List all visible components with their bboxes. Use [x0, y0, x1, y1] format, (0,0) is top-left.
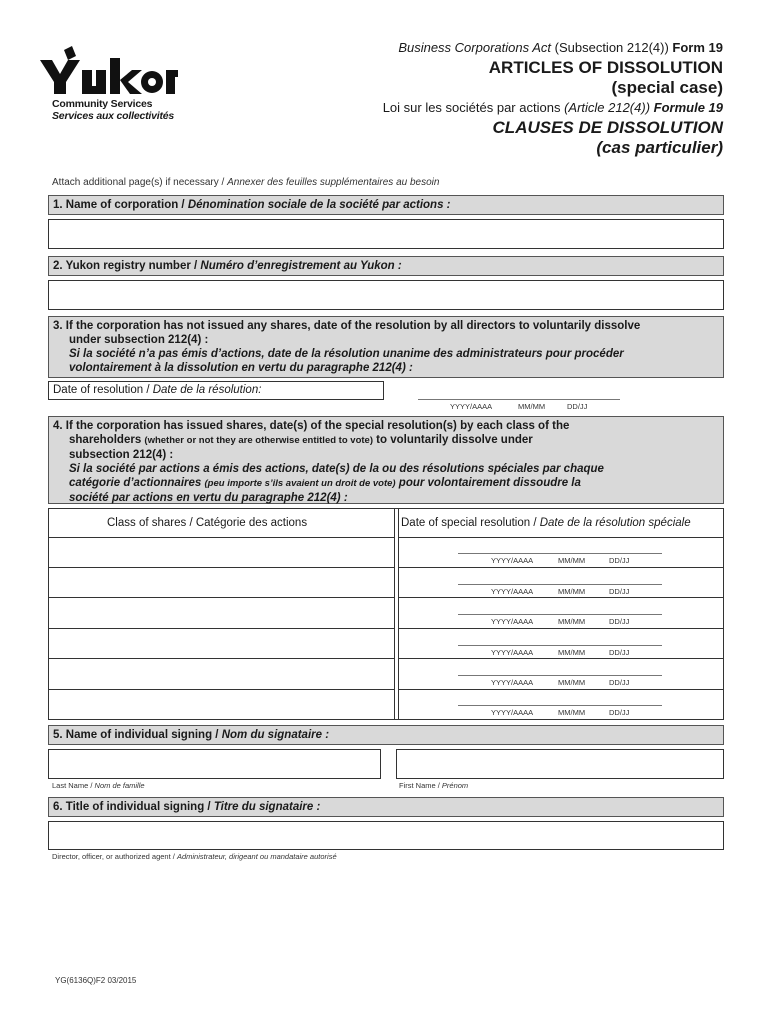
- section-5-header: 5. Name of individual signing / Nom du signataire :: [48, 725, 724, 745]
- section-2-header: 2. Yukon registry number / Numéro d’enregistrement au Yukon :: [48, 256, 724, 276]
- section-4-header: 4. If the corporation has issued shares, date(s) of the special resolution(s) by each class of the shareholders (whether or not they are otherwise entitled to vote) to voluntarily dissolve under subsection 212(4) : Si la société par actions a émis des actions, date(s) de la ou des résolutions spéciales par chaque catégorie d’actionnaires (peu importe s’ils avaient un droit de vote) pour volontairement dissoudre la société par actions en vertu du paragraphe 212(4) :: [48, 416, 724, 504]
- first-name-field[interactable]: [396, 749, 724, 779]
- share-class-cell[interactable]: [49, 538, 394, 567]
- special-resolution-date-cell[interactable]: YYYY/AAAA MM/MM DD/JJ: [458, 584, 662, 585]
- section-6-header: 6. Title of individual signing / Titre du signataire :: [48, 797, 724, 817]
- date-month-hint: MM/MM: [518, 402, 546, 411]
- section-3-header: 3. If the corporation has not issued any shares, date of the resolution by all directors to voluntarily dissolve under subsection 212(4) : Si la société n’a pas émis d’actions, date de la résolution unanime des administrateurs pour procéder volontairement à la dissolution en vertu du paragraphe 212(4) :: [48, 316, 724, 378]
- table-divider: [398, 509, 399, 719]
- date-year-hint: YYYY/AAAA: [450, 402, 493, 411]
- act-reference-fr: Loi sur les sociétés par actions (Article 212(4)) Formule 19: [382, 100, 723, 115]
- last-name-label: Last Name / Nom de famille: [52, 781, 145, 790]
- special-resolution-date-cell[interactable]: YYYY/AAAA MM/MM DD/JJ: [458, 675, 662, 676]
- share-class-table: [48, 508, 724, 720]
- yukon-wordmark-icon: [38, 46, 178, 96]
- special-resolution-date-cell[interactable]: YYYY/AAAA MM/MM DD/JJ: [458, 645, 662, 646]
- form-title-fr: CLAUSES DE DISSOLUTION (cas particulier): [492, 118, 723, 157]
- section-1-header: 1. Name of corporation / Dénomination sociale de la société par actions :: [48, 195, 724, 215]
- col-header-class: Class of shares / Catégorie des actions: [107, 517, 308, 529]
- share-class-cell[interactable]: [49, 690, 394, 719]
- share-class-cell[interactable]: [49, 659, 394, 689]
- share-class-cell[interactable]: [49, 598, 394, 628]
- act-reference-en: Business Corporations Act (Subsection 212(4)) Form 19: [398, 40, 723, 55]
- attach-note: Attach additional page(s) if necessary / Annexer des feuilles supplémentaires au besoin: [52, 177, 440, 188]
- title-hint: Director, officer, or authorized agent / Administrateur, dirigeant ou mandataire autorisé: [52, 852, 337, 861]
- row-divider: [398, 597, 723, 598]
- logo-dept-fr: Services aux collectivités: [52, 110, 175, 122]
- form-title-en: ARTICLES OF DISSOLUTION (special case): [488, 58, 723, 97]
- date-of-resolution-label: Date of resolution / Date de la résolution:: [48, 381, 384, 400]
- special-resolution-date-cell[interactable]: YYYY/AAAA MM/MM DD/JJ: [458, 614, 662, 615]
- date-day-hint: DD/JJ: [567, 402, 588, 411]
- col-header-date: Date of special resolution / Date de la résolution spéciale: [401, 517, 691, 529]
- first-name-label: First Name / Prénom: [399, 781, 469, 790]
- yukon-logo: [38, 46, 178, 126]
- row-divider: [398, 537, 723, 538]
- row-divider: [398, 567, 723, 568]
- table-divider: [394, 509, 395, 719]
- special-resolution-date-cell[interactable]: YYYY/AAAA MM/MM DD/JJ: [458, 553, 662, 554]
- corporation-name-field[interactable]: [48, 219, 724, 249]
- row-divider: [398, 689, 723, 690]
- form-code: YG(6136Q)F2 03/2015: [55, 976, 137, 985]
- special-resolution-date-cell[interactable]: YYYY/AAAA MM/MM DD/JJ: [458, 705, 662, 706]
- last-name-field[interactable]: [48, 749, 381, 779]
- share-class-cell[interactable]: [49, 568, 394, 597]
- row-divider: [398, 658, 723, 659]
- row-divider: [398, 628, 723, 629]
- registry-number-field[interactable]: [48, 280, 724, 310]
- logo-dept-en: Community Services: [52, 98, 153, 110]
- title-of-signer-field[interactable]: [48, 821, 724, 850]
- share-class-cell[interactable]: [49, 629, 394, 658]
- resolution-date-line[interactable]: [418, 399, 620, 400]
